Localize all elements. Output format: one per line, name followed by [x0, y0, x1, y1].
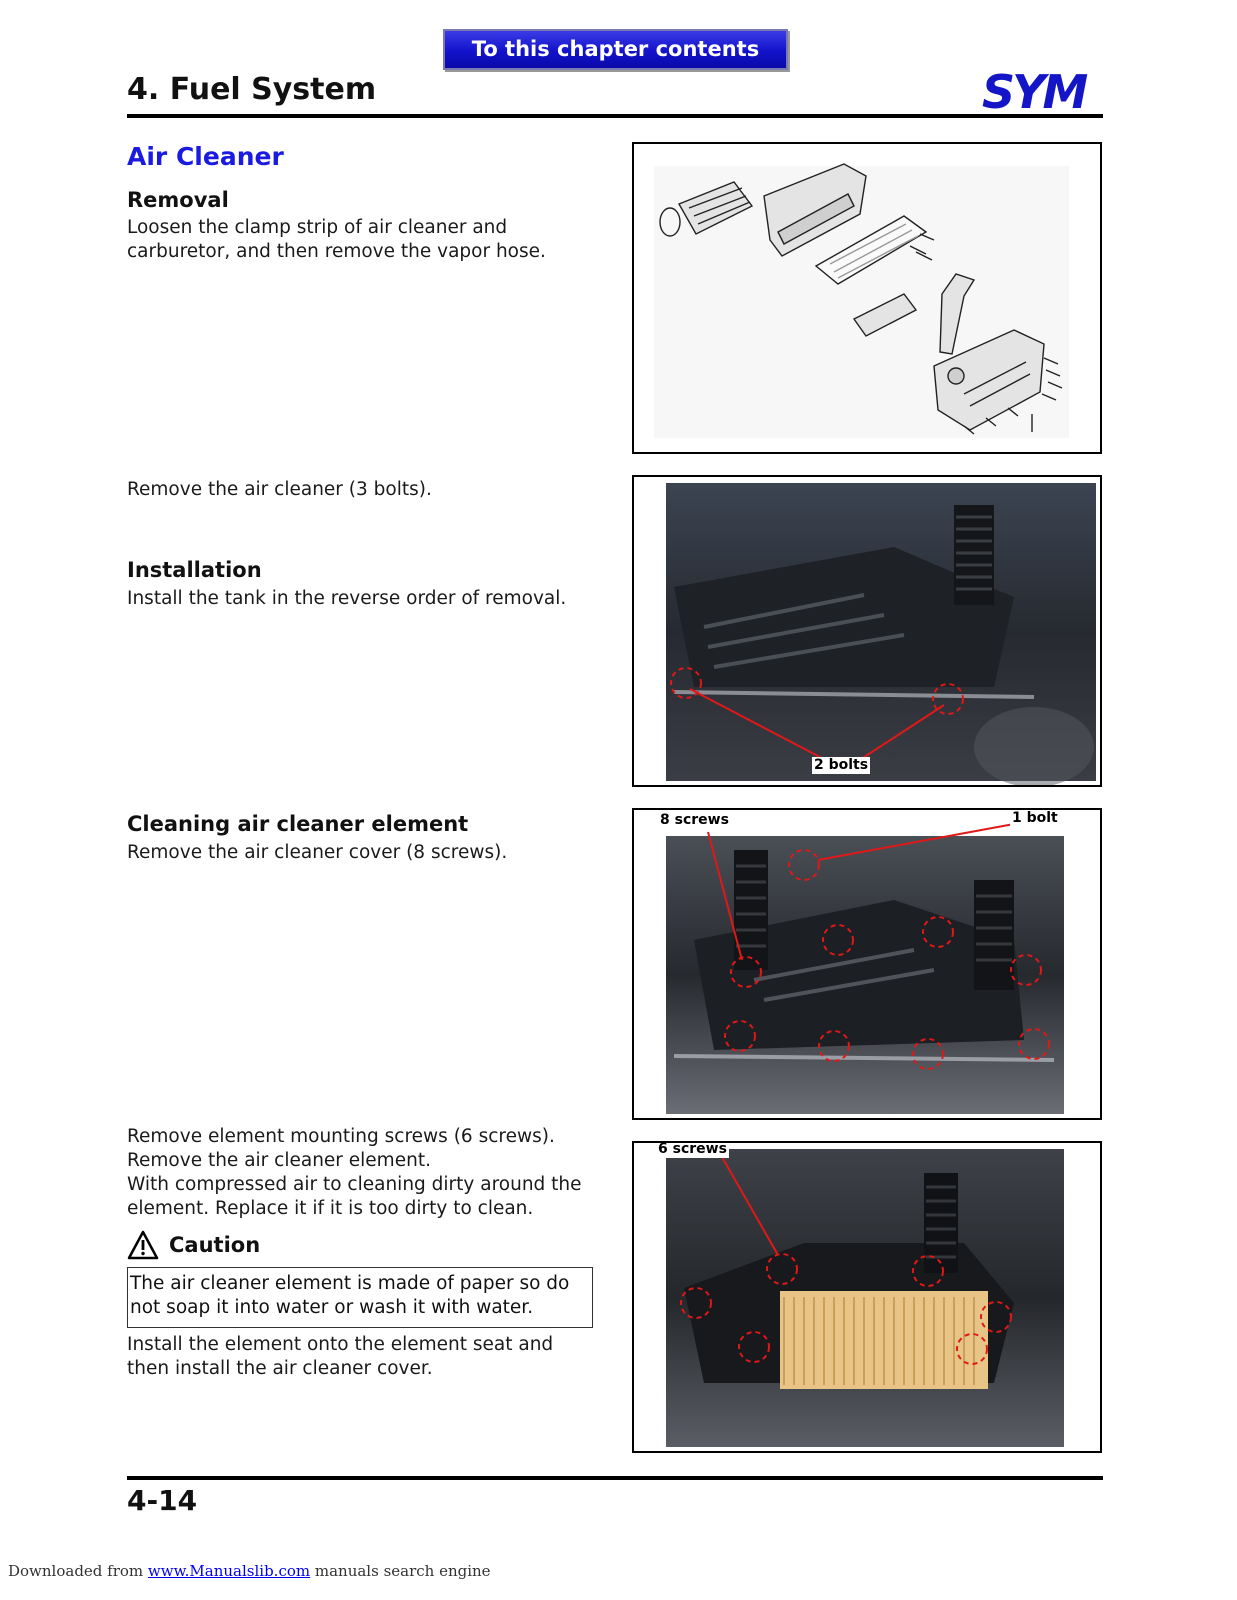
- sym-logo: [978, 70, 1102, 112]
- caution-box: The air cleaner element is made of paper so do not soap it into water or wash it with water.: [127, 1267, 593, 1328]
- figure-air-cleaner-photo: [632, 475, 1102, 787]
- removal-step2: Remove the air cleaner (3 bolts).: [127, 479, 432, 500]
- final-step: Install the element onto the element seat and then install the air cleaner cover.: [127, 1334, 554, 1379]
- exploded-diagram-drawing: [634, 144, 1100, 452]
- cleaning-heading: Cleaning air cleaner element: [127, 812, 469, 836]
- chapter-contents-button[interactable]: To this chapter contents: [443, 29, 788, 70]
- figure-cover-screws-photo: [632, 808, 1102, 1120]
- cover-screws-photo: [634, 810, 1100, 1118]
- caution-label: Caution: [169, 1233, 261, 1257]
- footer-prefix: Downloaded from: [8, 1562, 148, 1580]
- removal-step1: Loosen the clamp strip of air cleaner and carburetor, and then remove the vapor hose.: [127, 217, 546, 262]
- element-screws-photo: [634, 1143, 1100, 1451]
- footer-rule: [127, 1476, 1103, 1480]
- manualslib-link[interactable]: www.Manualslib.com: [147, 1562, 311, 1580]
- fig3-callout-right: 1 bolt: [1012, 810, 1058, 826]
- cleaning-step2-line2: Remove the air cleaner element.: [127, 1150, 431, 1171]
- download-footer: [8, 1562, 491, 1580]
- air-cleaner-photo: [634, 477, 1100, 785]
- page-number: 4-14: [127, 1484, 198, 1517]
- cleaning-step2-line1: Remove element mounting screws (6 screws).: [127, 1126, 555, 1147]
- footer-suffix: manuals search engine: [310, 1562, 491, 1580]
- header-rule: [127, 114, 1103, 118]
- removal-heading: Removal: [127, 188, 229, 212]
- fig2-callout: 2 bolts: [814, 757, 869, 773]
- figure-element-screws-photo: [632, 1141, 1102, 1453]
- installation-heading: Installation: [127, 558, 262, 582]
- installation-text: Install the tank in the reverse order of removal.: [127, 588, 567, 609]
- caution-header: [127, 1230, 260, 1260]
- section-title: Air Cleaner: [127, 142, 284, 171]
- chapter-title: 4. Fuel System: [127, 72, 377, 107]
- fig4-callout: 6 screws: [658, 1141, 727, 1157]
- figure-exploded-diagram: [632, 142, 1102, 454]
- warning-icon: [127, 1230, 159, 1260]
- cleaning-step2-line3: With compressed air to cleaning dirty around the element. Replace it if it is too dirty to clean.: [127, 1174, 582, 1219]
- cleaning-step1: Remove the air cleaner cover (8 screws).: [127, 842, 508, 863]
- logo-text: SYM: [982, 70, 1086, 112]
- fig3-callout-left: 8 screws: [660, 812, 729, 828]
